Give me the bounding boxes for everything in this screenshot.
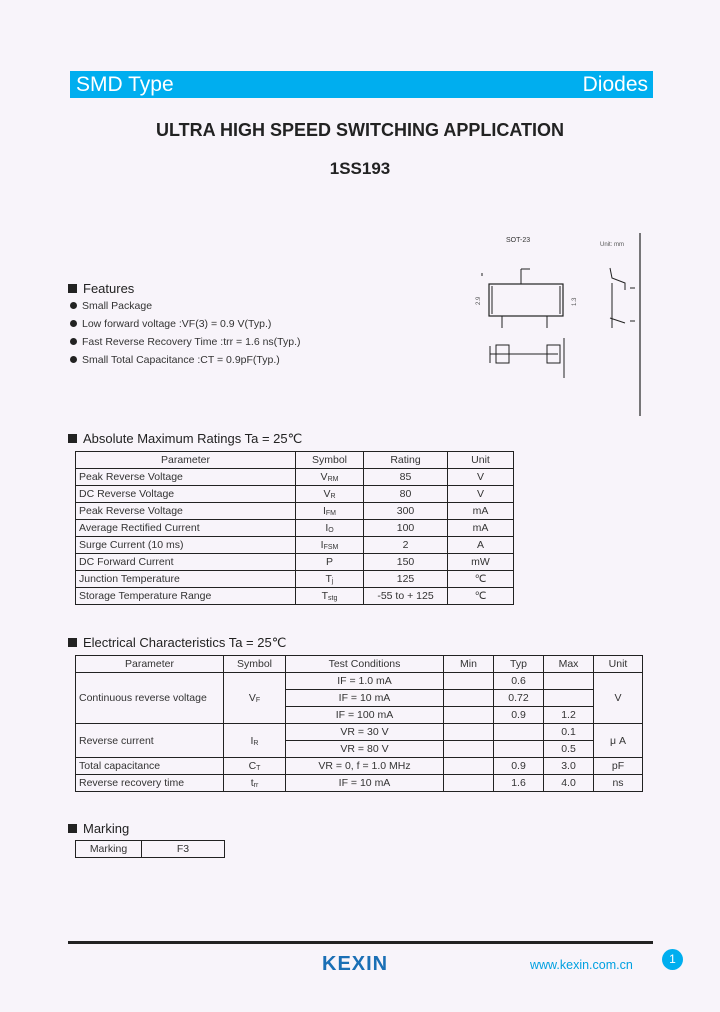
website-link[interactable]: www.kexin.com.cn	[530, 958, 633, 972]
column-header: Rating	[364, 452, 448, 469]
parameter-cell: Reverse current	[76, 724, 224, 758]
unit-cell: μ A	[594, 724, 643, 758]
max-cell: 0.5	[544, 741, 594, 758]
abs-max-heading-text: Absolute Maximum Ratings Ta = 25℃	[83, 431, 303, 446]
rating-cell: 80	[364, 486, 448, 503]
symbol-main: V	[248, 692, 256, 704]
package-name: SOT-23	[506, 237, 531, 244]
marking-heading-text: Marking	[83, 821, 130, 836]
min-cell	[444, 690, 494, 707]
table-row	[76, 503, 514, 520]
feature-item	[70, 336, 301, 348]
table-row	[76, 775, 643, 792]
symbol-cell	[224, 775, 286, 792]
parameter-cell: Continuous reverse voltage	[76, 673, 224, 724]
max-cell	[544, 690, 594, 707]
bullet-icon	[70, 356, 77, 363]
elec-heading	[68, 635, 286, 651]
table-row	[76, 758, 643, 775]
symbol-cell	[296, 554, 364, 571]
feature-text: Low forward voltage :VF(3) = 0.9 V(Typ.)	[82, 318, 272, 330]
feature-item	[70, 300, 152, 312]
min-cell	[444, 707, 494, 724]
symbol-main: V	[323, 488, 331, 500]
table-row	[76, 724, 643, 741]
rating-cell: 125	[364, 571, 448, 588]
table-row	[76, 673, 643, 690]
symbol-subscript: R	[330, 493, 336, 500]
table-row	[76, 486, 514, 503]
unit-cell: mA	[448, 503, 514, 520]
feature-text: Small Total Capacitance :CT = 0.9pF(Typ.)	[82, 354, 280, 366]
feature-item	[70, 318, 271, 330]
symbol-cell	[224, 673, 286, 724]
symbol-main: T	[325, 573, 332, 585]
feature-text: Small Package	[82, 300, 153, 312]
symbol-main: I	[322, 505, 326, 517]
parameter-cell: Surge Current (10 ms)	[76, 537, 296, 554]
min-cell	[444, 673, 494, 690]
typ-cell: 0.72	[494, 690, 544, 707]
electrical-characteristics-table	[75, 655, 643, 792]
symbol-subscript: RM	[327, 476, 339, 483]
symbol-main: I	[325, 522, 329, 534]
rating-cell: 2	[364, 537, 448, 554]
header-type: SMD Type	[76, 73, 174, 96]
parameter-cell: Peak Reverse Voltage	[76, 503, 296, 520]
symbol-cell	[224, 758, 286, 775]
features-heading	[68, 281, 134, 296]
cond-cell: IF = 10 mA	[286, 775, 444, 792]
symbol-subscript: FM	[325, 510, 337, 517]
unit-cell: V	[448, 486, 514, 503]
rating-cell: 100	[364, 520, 448, 537]
rating-cell: -55 to + 125	[364, 588, 448, 605]
symbol-main: V	[320, 471, 328, 483]
typ-cell	[494, 741, 544, 758]
cond-cell: IF = 100 mA	[286, 707, 444, 724]
symbol-subscript: O	[328, 527, 334, 534]
table-row	[76, 469, 514, 486]
feature-text: Fast Reverse Recovery Time :trr = 1.6 ns(Typ.)	[82, 336, 301, 348]
symbol-subscript: rr	[253, 782, 259, 789]
unit-cell: ℃	[448, 571, 514, 588]
absolute-max-ratings-table	[75, 451, 514, 605]
parameter-cell: Reverse recovery time	[76, 775, 224, 792]
max-cell: 1.2	[544, 707, 594, 724]
features-heading-text: Features	[83, 281, 135, 296]
unit-cell: V	[594, 673, 643, 724]
parameter-cell: Storage Temperature Range	[76, 588, 296, 605]
unit-cell: ns	[594, 775, 643, 792]
column-header: Unit	[594, 656, 643, 673]
package-unit: Unit: mm	[600, 242, 624, 248]
bullet-icon	[70, 338, 77, 345]
feature-item	[70, 354, 280, 366]
symbol-cell	[296, 571, 364, 588]
symbol-cell	[296, 503, 364, 520]
parameter-cell: Total capacitance	[76, 758, 224, 775]
typ-cell: 0.9	[494, 707, 544, 724]
table-header-row	[76, 656, 643, 673]
marking-label: Marking	[76, 841, 142, 858]
column-header: Unit	[448, 452, 514, 469]
header-banner	[70, 71, 653, 98]
symbol-subscript: FSM	[323, 544, 339, 551]
bullet-icon	[70, 302, 77, 309]
column-header: Max	[544, 656, 594, 673]
symbol-subscript: stg	[328, 595, 338, 602]
typ-cell: 1.6	[494, 775, 544, 792]
symbol-cell	[296, 469, 364, 486]
part-number: 1SS193	[329, 159, 391, 178]
header-category: Diodes	[582, 73, 648, 96]
symbol-cell	[296, 520, 364, 537]
symbol-main: I	[250, 734, 254, 747]
bullet-icon	[70, 320, 77, 327]
elec-heading-text: Electrical Characteristics Ta = 25℃	[83, 635, 287, 650]
symbol-subscript: T	[256, 765, 261, 772]
typ-cell	[494, 724, 544, 741]
column-header: Parameter	[76, 656, 224, 673]
svg-text:1.3: 1.3	[572, 297, 578, 306]
footer-divider	[68, 941, 653, 944]
unit-cell: mW	[448, 554, 514, 571]
cond-cell: VR = 0, f = 1.0 MHz	[286, 758, 444, 775]
max-cell	[544, 673, 594, 690]
rating-cell: 85	[364, 469, 448, 486]
table-row	[76, 554, 514, 571]
kexin-logo: KEXIN	[322, 953, 389, 975]
max-cell: 3.0	[544, 758, 594, 775]
cond-cell: VR = 30 V	[286, 724, 444, 741]
marking-value: F3	[142, 841, 225, 858]
svg-text:2.9: 2.9	[476, 296, 482, 305]
cond-cell: IF = 10 mA	[286, 690, 444, 707]
column-header: Symbol	[224, 656, 286, 673]
column-header: Test Conditions	[286, 656, 444, 673]
square-bullet-icon	[68, 824, 77, 833]
cond-cell: IF = 1.0 mA	[286, 673, 444, 690]
column-header: Typ	[494, 656, 544, 673]
parameter-cell: Average Rectified Current	[76, 520, 296, 537]
marking-table	[75, 840, 225, 858]
symbol-cell	[296, 537, 364, 554]
max-cell: 4.0	[544, 775, 594, 792]
square-bullet-icon	[68, 434, 77, 443]
page-number: 1	[662, 949, 683, 970]
symbol-cell	[296, 486, 364, 503]
max-cell: 0.1	[544, 724, 594, 741]
symbol-subscript: F	[255, 697, 261, 704]
symbol-cell	[296, 588, 364, 605]
table-row	[76, 520, 514, 537]
square-bullet-icon	[68, 638, 77, 647]
symbol-main: P	[325, 556, 333, 568]
rating-cell: 150	[364, 554, 448, 571]
table-row	[76, 841, 225, 858]
column-header: Min	[444, 656, 494, 673]
typ-cell: 0.6	[494, 673, 544, 690]
symbol-subscript: j	[331, 578, 334, 585]
table-row	[76, 537, 514, 554]
table-row	[76, 571, 514, 588]
min-cell	[444, 775, 494, 792]
symbol-subscript: R	[253, 739, 259, 747]
unit-cell: A	[448, 537, 514, 554]
min-cell	[444, 758, 494, 775]
parameter-cell: DC Reverse Voltage	[76, 486, 296, 503]
square-bullet-icon	[68, 284, 77, 293]
symbol-main: T	[321, 590, 329, 602]
symbol-main: t	[250, 777, 254, 789]
symbol-main: I	[320, 539, 324, 551]
document-title: ULTRA HIGH SPEED SWITCHING APPLICATION	[156, 120, 564, 140]
unit-cell: ℃	[448, 588, 514, 605]
min-cell	[444, 741, 494, 758]
parameter-cell: Junction Temperature	[76, 571, 296, 588]
parameter-cell: DC Forward Current	[76, 554, 296, 571]
rating-cell: 300	[364, 503, 448, 520]
table-row	[76, 588, 514, 605]
cond-cell: VR = 80 V	[286, 741, 444, 758]
parameter-cell: Peak Reverse Voltage	[76, 469, 296, 486]
marking-heading	[68, 821, 129, 836]
table-header-row	[76, 452, 514, 469]
min-cell	[444, 724, 494, 741]
symbol-cell	[224, 724, 286, 758]
unit-cell: pF	[594, 758, 643, 775]
column-header: Symbol	[296, 452, 364, 469]
unit-cell: V	[448, 469, 514, 486]
unit-cell: mA	[448, 520, 514, 537]
typ-cell: 0.9	[494, 758, 544, 775]
package-outline-drawing	[470, 228, 645, 418]
abs-max-heading	[68, 431, 302, 447]
symbol-main: C	[248, 760, 257, 772]
column-header: Parameter	[76, 452, 296, 469]
